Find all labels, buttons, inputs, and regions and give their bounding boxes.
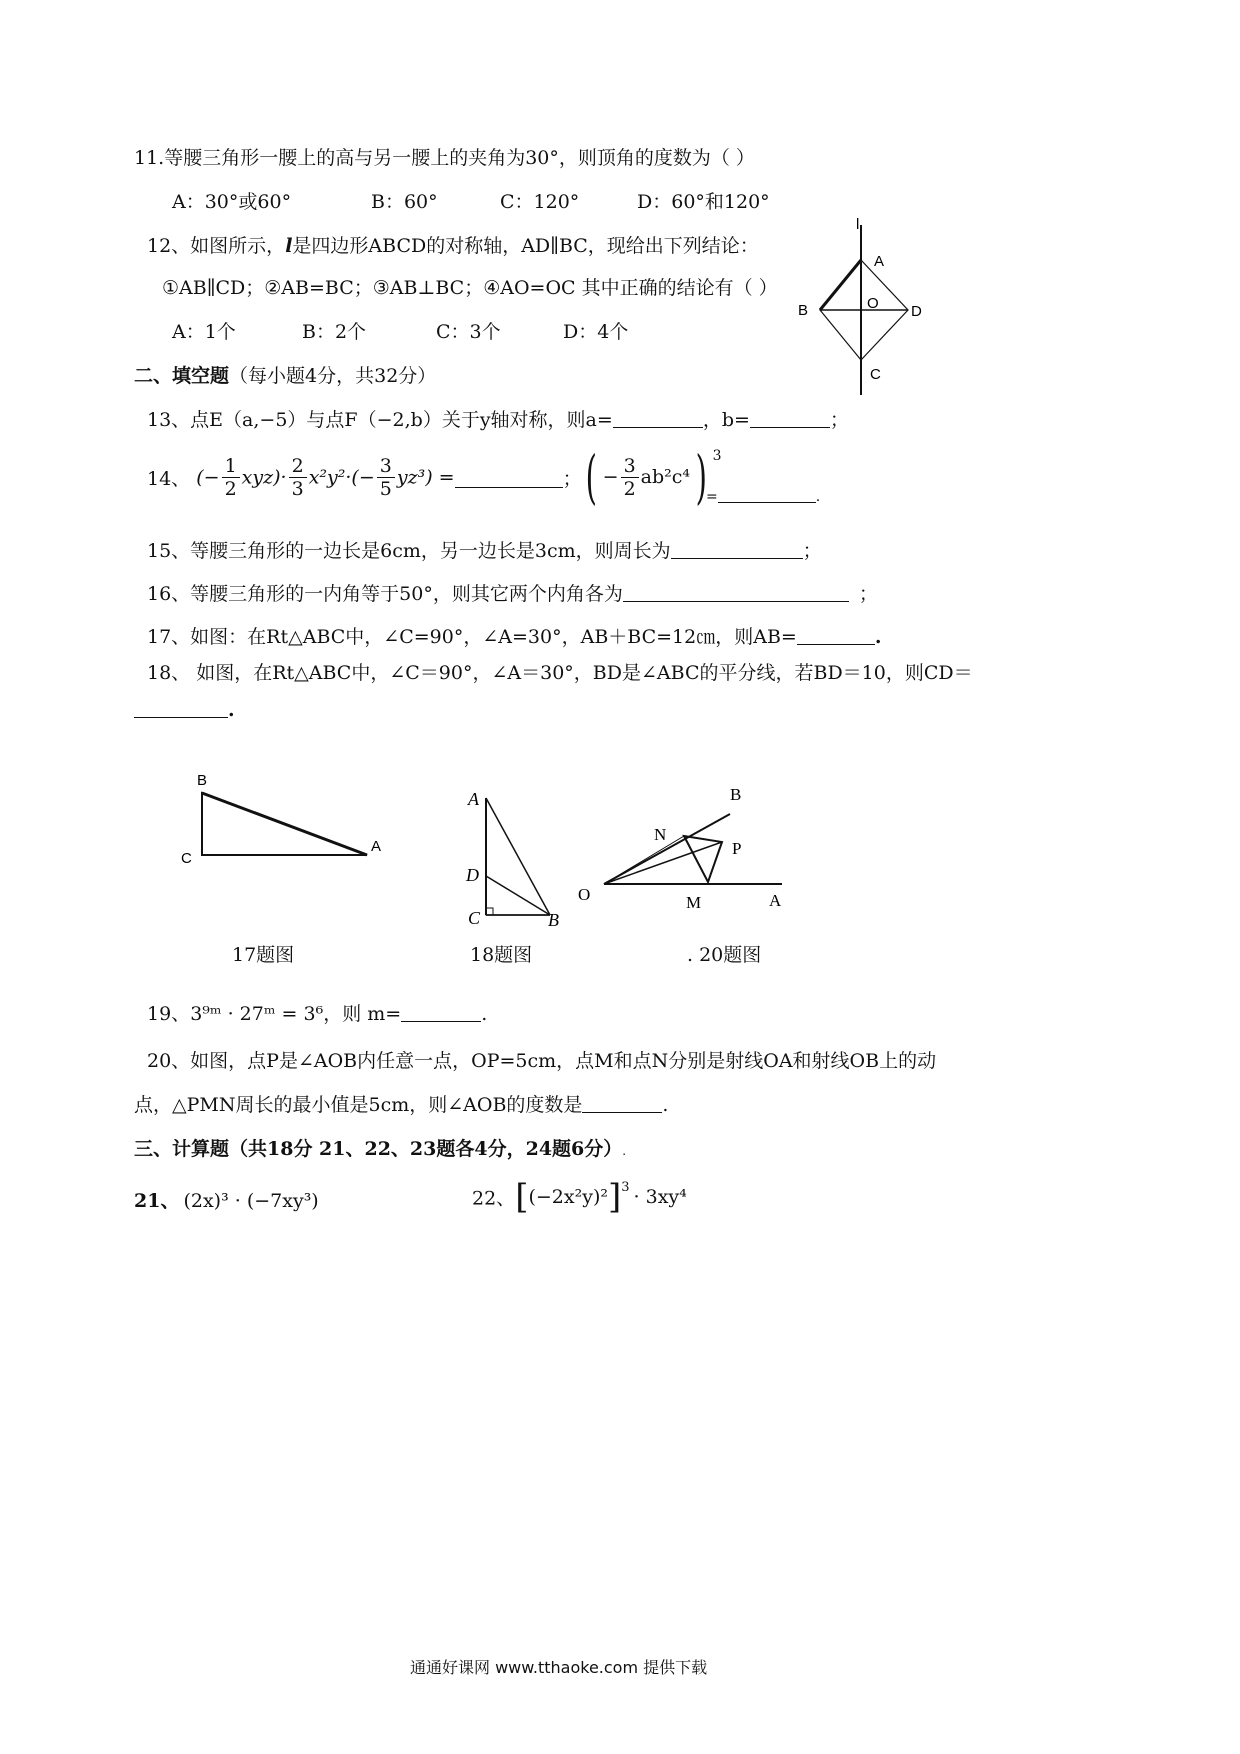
section-2-title: 二、填空题: [134, 365, 230, 387]
answer-blank-14a[interactable]: [455, 467, 563, 488]
fig18-label-c: C: [468, 908, 481, 928]
question-13-mid: ，b=: [702, 409, 750, 431]
question-14: [147, 455, 582, 500]
question-15: [147, 536, 822, 563]
fraction-2-num: 2: [289, 455, 307, 478]
section-2-note: （每小题4分，共32分）: [229, 365, 437, 387]
question-21-expr: (2x)³ · (−7xy³): [183, 1190, 319, 1212]
question-20-end: .: [662, 1094, 669, 1116]
figure-17-caption: 17题图: [232, 944, 295, 966]
answer-blank-b[interactable]: [750, 407, 830, 428]
question-20-line2: [134, 1090, 668, 1117]
fig18-label-b: B: [548, 910, 559, 930]
label-a: A: [874, 253, 885, 270]
fig20-label-a: A: [769, 891, 782, 910]
question-13-text: 13、点E（a,−5）与点F（−2,b）关于y轴对称，则a=: [147, 409, 613, 431]
figure-20-caption: . 20题图: [687, 944, 762, 966]
question-12-text: 是四边形ABCD的对称轴，AD∥BC，现给出下列结论：: [292, 235, 759, 257]
label-c: C: [870, 366, 881, 383]
fig17-label-b: B: [197, 772, 208, 789]
question-12-option-a: A：1个: [172, 321, 236, 343]
question-11-stem: 11.等腰三角形一腰上的高与另一腰上的夹角为30°，则顶角的度数为（ ）: [134, 147, 755, 169]
question-17-text: 17、如图：在Rt△ABC中，∠C=90°，∠A=30°，AB＋BC=12㎝，则AB=: [147, 626, 797, 648]
question-20-line1: 20、如图，点P是∠AOB内任意一点，OP=5cm，点M和点N分别是射线OA和射线OB上的动: [147, 1050, 937, 1072]
fraction-4-num: 3: [621, 455, 639, 478]
question-16: [147, 579, 878, 606]
bracket-left: [: [515, 1177, 529, 1217]
fig20-label-o: O: [578, 885, 591, 904]
bracket-right: ]: [607, 1177, 622, 1217]
label-l: l: [856, 216, 860, 233]
question-22-number: 22、: [472, 1187, 516, 1210]
question-15-end: ；: [802, 540, 822, 562]
question-15-text: 15、等腰三角形的一边长是6cm，另一边长是3cm，则周长为: [147, 540, 671, 562]
question-21-number: 21、: [134, 1190, 180, 1212]
answer-blank-17[interactable]: [797, 624, 875, 645]
question-11-option-a: A：30°或60°: [172, 191, 292, 213]
power-minus: −: [602, 466, 619, 488]
fig20-label-p: P: [732, 839, 742, 858]
power-exponent: 3: [712, 448, 722, 464]
label-b: B: [798, 302, 809, 319]
expr-part-1: (−: [196, 466, 220, 489]
question-12-stem: [147, 231, 759, 258]
question-22-exponent: 3: [621, 1180, 630, 1195]
question-19-end: .: [481, 1003, 488, 1025]
question-20-text: 点，△PMN周长的最小值是5cm，则∠AOB的度数是: [134, 1094, 583, 1116]
section-3-title: 三、计算题（共18分 21、22、23题各4分，24题6分）: [134, 1138, 623, 1160]
answer-blank-14b[interactable]: [718, 488, 816, 503]
question-14-answer: [706, 488, 820, 505]
fraction-1: [222, 455, 240, 500]
power-body: ab²c⁴: [640, 466, 691, 488]
answer-blank-20[interactable]: [582, 1092, 662, 1113]
expr-part-4: yz³) =: [396, 466, 455, 489]
power-equals: =: [706, 489, 718, 505]
fraction-1-den: 2: [224, 478, 237, 500]
section-3-tail: .: [622, 1144, 627, 1158]
question-12-line2: ①AB∥CD；②AB=BC；③AB⊥BC；④AO=OC 其中正确的结论有（ ）: [162, 277, 778, 299]
expr-part-3: x²y²·(−: [308, 466, 375, 489]
question-12-option-c: C：3个: [436, 321, 501, 343]
question-19: [147, 999, 487, 1026]
question-18: 18、 如图，在Rt△ABC中，∠C＝90°，∠A＝30°，BD是∠ABC的平分线，若BD＝10，则CD＝: [147, 662, 973, 684]
answer-blank-15[interactable]: [671, 538, 803, 559]
expr-part-2: xyz)·: [241, 466, 287, 489]
section-3-heading: [134, 1134, 626, 1161]
label-o: O: [867, 295, 879, 312]
question-11-option-b: B：60°: [371, 191, 438, 213]
question-12-option-b: B：2个: [302, 321, 367, 343]
label-d: D: [911, 303, 922, 320]
answer-blank-19[interactable]: [401, 1001, 481, 1022]
fig20-label-n: N: [654, 825, 667, 844]
fig17-label-c: C: [181, 850, 192, 867]
paren-left: (: [585, 443, 597, 511]
question-22-inner: (−2x²y)²: [528, 1186, 608, 1208]
answer-blank-18[interactable]: [134, 697, 228, 718]
question-14-power-expr: [580, 443, 722, 512]
fraction-3: [377, 455, 395, 500]
fig20-label-b: B: [730, 785, 742, 804]
figure-20: [572, 780, 802, 920]
answer-blank-a[interactable]: [613, 407, 703, 428]
figure-17: [175, 765, 400, 875]
question-12-number: 12、如图所示，: [147, 235, 286, 257]
question-12-option-d: D：4个: [563, 321, 629, 343]
answer-blank-16[interactable]: [623, 581, 849, 602]
footer-text: 通通好课网 www.tthaoke.com 提供下载: [410, 1658, 708, 1677]
question-12-axis-symbol: l: [285, 235, 293, 257]
question-11-option-c: C：120°: [500, 191, 580, 213]
question-14-number: 14、: [147, 468, 191, 490]
paren-right: ): [695, 443, 708, 511]
fraction-3-den: 5: [379, 478, 392, 500]
question-13: [147, 405, 849, 432]
question-14-separator: ；: [562, 468, 582, 490]
question-21: [134, 1186, 319, 1213]
fig18-label-d: D: [466, 865, 479, 885]
question-11-option-d: D：60°和120°: [637, 191, 770, 213]
fraction-4-den: 2: [623, 477, 636, 500]
question-18-answer: [134, 697, 235, 721]
question-17: [147, 622, 881, 649]
fig20-label-m: M: [686, 893, 702, 912]
question-19-number: 19、: [147, 1003, 191, 1025]
question-16-text: 16、等腰三角形的一内角等于50°，则其它两个内角各为: [147, 583, 623, 605]
question-18-end: .: [228, 699, 235, 721]
question-16-end: ；: [858, 583, 878, 605]
fig18-label-a: A: [468, 789, 479, 809]
question-22-tail: · 3xy⁴: [633, 1186, 687, 1208]
question-13-end: ；: [829, 409, 849, 431]
question-14-end: .: [815, 489, 821, 505]
fraction-4: [621, 455, 639, 500]
section-2-heading: [134, 361, 436, 388]
figure-rhombus: [790, 215, 940, 400]
question-22: [472, 1177, 687, 1217]
question-19-expr: 3⁹ᵐ · 27ᵐ = 3⁶，则 m=: [190, 1003, 402, 1025]
fraction-1-num: 1: [222, 455, 240, 478]
fraction-3-num: 3: [377, 455, 395, 478]
question-17-end: .: [874, 626, 882, 648]
fraction-2: [289, 455, 307, 500]
figure-18: [460, 780, 570, 930]
fig17-label-a: A: [371, 838, 382, 855]
fraction-2-den: 3: [291, 478, 304, 500]
figure-18-caption: 18题图: [470, 944, 533, 966]
